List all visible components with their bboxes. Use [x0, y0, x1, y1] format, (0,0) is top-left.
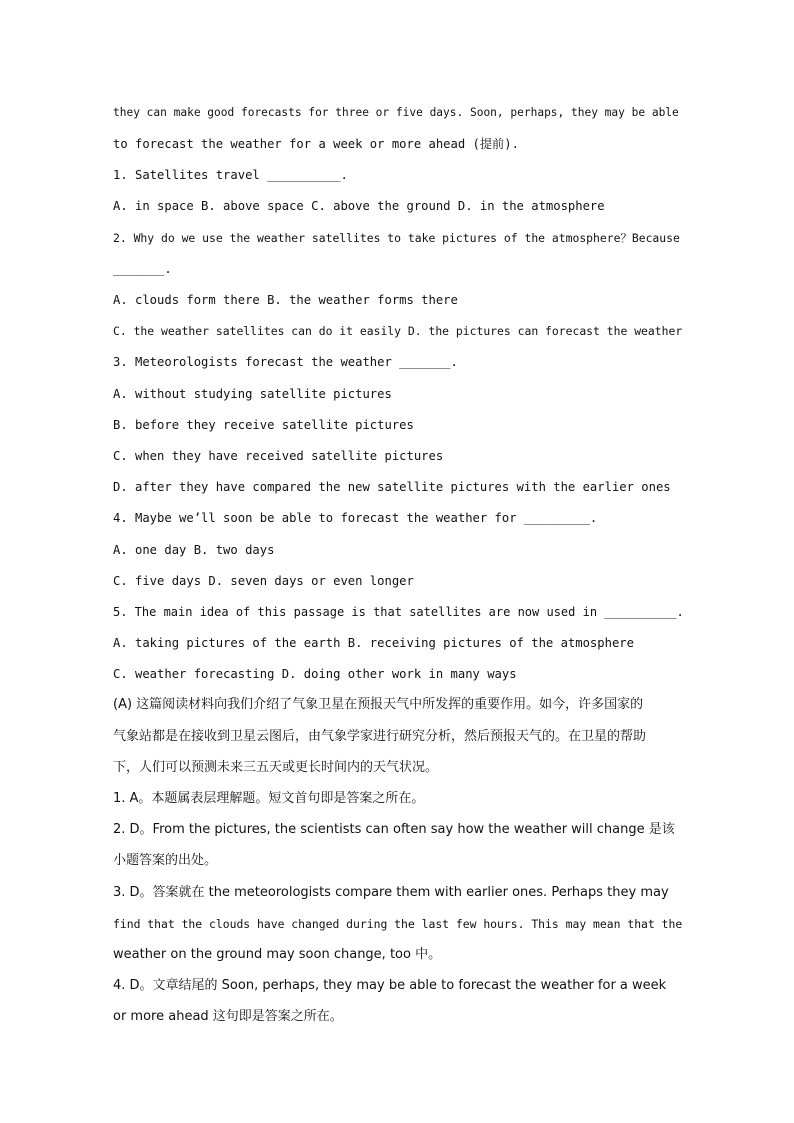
- question-4-options-cd: C. five days D. seven days or even longer: [113, 574, 414, 588]
- answer-4-line-1: 4. D。文章结尾的 Soon, perhaps, they may be able to forecast the weather for a week: [113, 978, 667, 993]
- question-2-options-cd: C. the weather satellites can do it easily D. the pictures can forecast the weather: [113, 324, 683, 338]
- answer-intro-line-3: 下，人们可以预测未来三五天或更长时间内的天气状况。: [113, 760, 439, 775]
- passage-line-1: they can make good forecasts for three or five days. Soon, perhaps, they may be able: [113, 106, 679, 119]
- answer-intro-line-1: (A) 这篇阅读材料向我们介绍了气象卫星在预报天气中所发挥的重要作用。如今，许多国家的: [113, 697, 644, 712]
- question-3-option-d: D. after they have compared the new satellite pictures with the earlier ones: [113, 480, 671, 494]
- question-2-blank: _______.: [113, 262, 172, 276]
- answer-3-line-2: find that the clouds have changed during the last few hours. This may mean that the: [113, 917, 683, 931]
- answer-intro-line-2: 气象站都是在接收到卫星云图后，由气象学家进行研究分析，然后预报天气的。在卫星的帮助: [113, 729, 647, 744]
- question-5-options-ab: A. taking pictures of the earth B. receiving pictures of the atmosphere: [113, 636, 634, 650]
- question-3-option-a: A. without studying satellite pictures: [113, 387, 392, 401]
- question-1-options: A. in space B. above space C. above the ground D. in the atmosphere: [113, 199, 605, 213]
- question-3-option-c: C. when they have received satellite pictures: [113, 449, 444, 463]
- question-2: 2. Why do we use the weather satellites to take pictures of the atmosphere？Because: [113, 231, 680, 245]
- passage-line-2: to forecast the weather for a week or more ahead (提前).: [113, 137, 519, 151]
- question-5: 5. The main idea of this passage is that satellites are now used in __________.: [113, 605, 684, 619]
- question-3-option-b: B. before they receive satellite pictures: [113, 418, 414, 432]
- question-5-options-cd: C. weather forecasting D. doing other work in many ways: [113, 667, 517, 681]
- question-1: 1. Satellites travel __________.: [113, 168, 348, 182]
- answer-2-line-2: 小题答案的出处。: [113, 853, 218, 868]
- answer-2-line-1: 2. D。From the pictures, the scientists can often say how the weather will change 是该: [113, 822, 675, 837]
- answer-4-line-2: or more ahead 这句即是答案之所在。: [113, 1009, 343, 1024]
- answer-1: 1. A。本题属表层理解题。短文首句即是答案之所在。: [113, 791, 425, 806]
- question-3: 3. Meteorologists forecast the weather _______.: [113, 355, 458, 369]
- question-4-options-ab: A. one day B. two days: [113, 543, 275, 557]
- question-2-options-ab: A. clouds form there B. the weather forms there: [113, 293, 458, 307]
- question-4: 4. Maybe we’ll soon be able to forecast the weather for _________.: [113, 511, 598, 525]
- answer-3-line-1: 3. D。答案就在 the meteorologists compare them with earlier ones. Perhaps they may: [113, 885, 669, 900]
- answer-3-line-3: weather on the ground may soon change, too 中。: [113, 947, 442, 962]
